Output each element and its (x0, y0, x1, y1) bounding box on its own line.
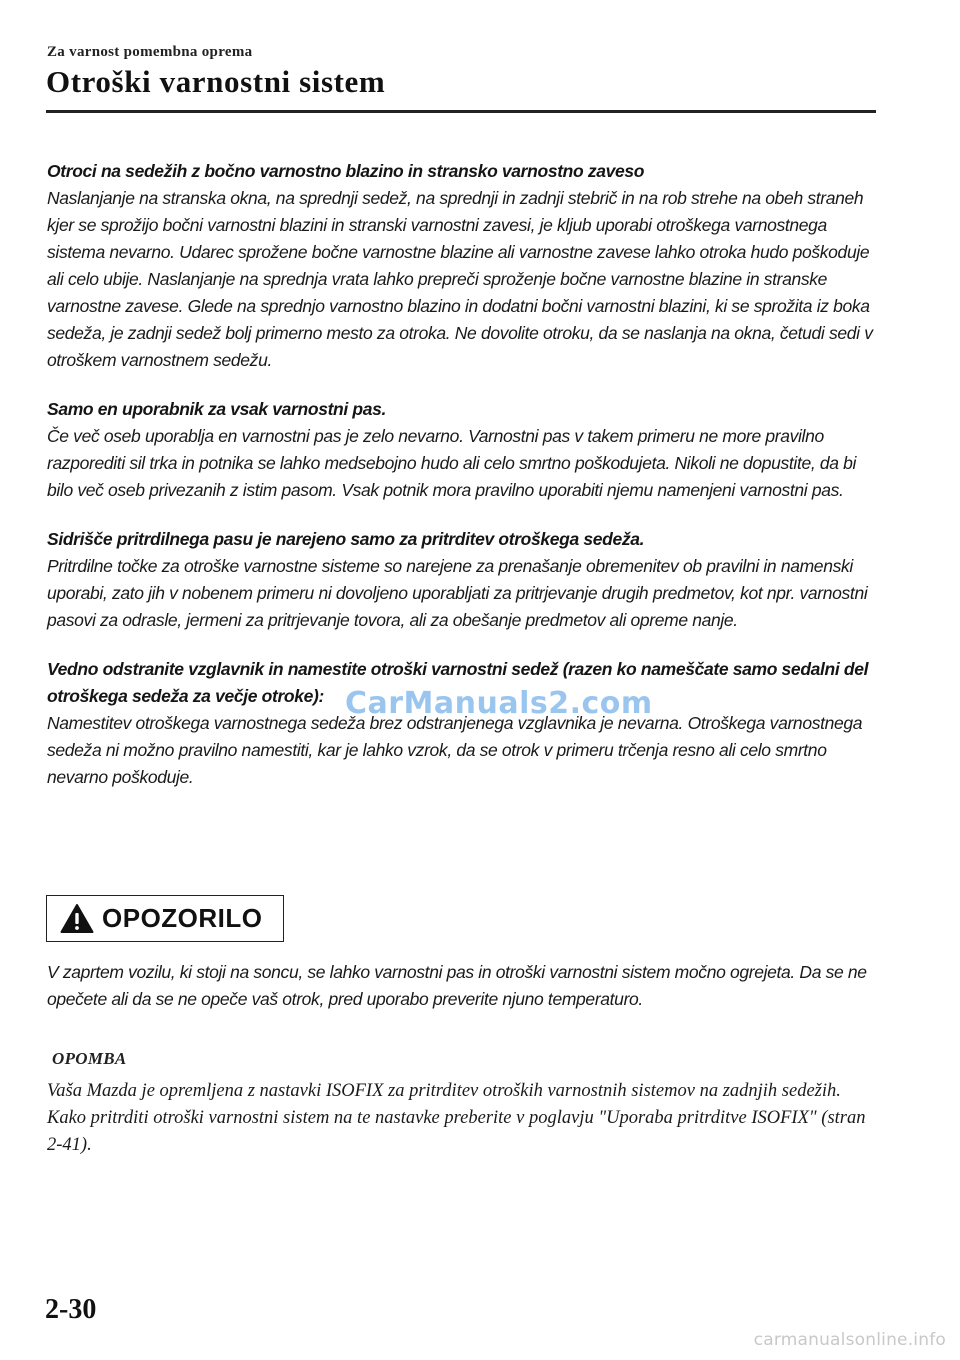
title-rule (46, 110, 876, 113)
section-heading: Otroci na sedežih z bočno varnostno blazino in stransko varnostno zaveso (47, 161, 645, 181)
page-title: Otroški varnostni sistem (46, 64, 386, 99)
note-heading: OPOMBA (52, 1049, 127, 1068)
section-heading: Sidrišče pritrdilnega pasu je narejeno samo za pritrditev otroškega sedeža. (47, 529, 645, 549)
section-body: Namestitev otroškega varnostnega sedeža brez odstranjenega vzglavnika je nevarna. Otroškega varnostnega sedeža ni možno pravilno namestiti, kar je lahko vzrok, da se otrok v primeru trčenja resno ali celo smrtno nevarno poškoduje. (47, 713, 863, 787)
section-heading: Vedno odstranite vzglavnik in namestite otroški varnostni sedež (razen ko nameščate samo sedalni del otroškega sedeža za večje otroke): (47, 659, 869, 706)
warning-label: OPOZORILO (102, 903, 263, 933)
warning-box (46, 895, 284, 942)
section-heading: Samo en uporabnik za vsak varnostni pas. (47, 399, 387, 419)
section-body: Če več oseb uporablja en varnostni pas je zelo nevarno. Varnostni pas v takem primeru ne more pravilno razporediti sil trka in potnika se lahko medsebojno hudo ali celo smrtno poškodujeta. Nikoli ne dopustite, da bi bilo več oseb privezanih z istim pasom. Vsak potnik mora pravilno uporabiti njemu namenjeni varnostni pas. (47, 426, 857, 500)
section-one-user-per-belt (47, 396, 877, 504)
page-number: 2-30 (45, 1294, 97, 1325)
section-label: Za varnost pomembna oprema (47, 44, 253, 60)
section-side-airbags (47, 158, 877, 374)
note-body: Vaša Mazda je opremljena z nastavki ISOFIX za pritrditev otroških varnostnih sistemov na zadnjih sedežih. Kako pritrditi otroški varnostni sistem na te nastavke preberite v poglavju "Uporaba pritrditve ISOFIX" (stran 2-41). (47, 1081, 866, 1155)
section-body: Pritrdilne točke za otroške varnostne sisteme so narejene za prenašanje obremenitev ob pravilni in namenski uporabi, zato jih v nobenem primeru ni dovoljeno uporabljati za pritrjevanje drugih predmetov, kot npr. varnostni pasovi za odrasle, jermeni za pritrjevanje tovora, ali za obešanje predmetov ali opreme nanje. (47, 556, 868, 630)
section-headrest (47, 656, 877, 791)
section-tether-anchor (47, 526, 877, 634)
warning-text: V zaprtem vozilu, ki stoji na soncu, se lahko varnostni pas in otroški varnostni sistem močno ogrejeta. Da se ne opečete ali da se ne opeče vaš otrok, pred uporabo preverite njuno temperaturo. (47, 962, 867, 1009)
watermark: CarManuals2.com (345, 686, 653, 721)
warning-triangle-icon (60, 903, 94, 934)
section-body: Naslanjanje na stranska okna, na sprednji sedež, na sprednji in zadnji stebrič in na rob strehe na obeh straneh kjer se sprožijo bočni varnostni blazini in stranski varnostni zavesi, je kljub uporabi otroškega varnostnega sistema nevarno. Udarec sprožene bočne varnostne blazine ali varnostne zavese lahko otroka hudo poškoduje ali celo ubije. Naslanjanje na sprednja vrata lahko prepreči sproženje bočne varnostne blazine in stranske varnostne zavese. Glede na sprednjo varnostno blazino in dodatni bočni varnostni blazini, ki se sprožita iz boka sedeža, je zadnji sedež bolj primerno mesto za otroka. Ne dovolite otroku, da se naslanja na okna, četudi sedi v otroškem varnostnem sedežu. (47, 188, 873, 370)
footer-site-watermark: carmanualsonline.info (753, 1330, 946, 1350)
